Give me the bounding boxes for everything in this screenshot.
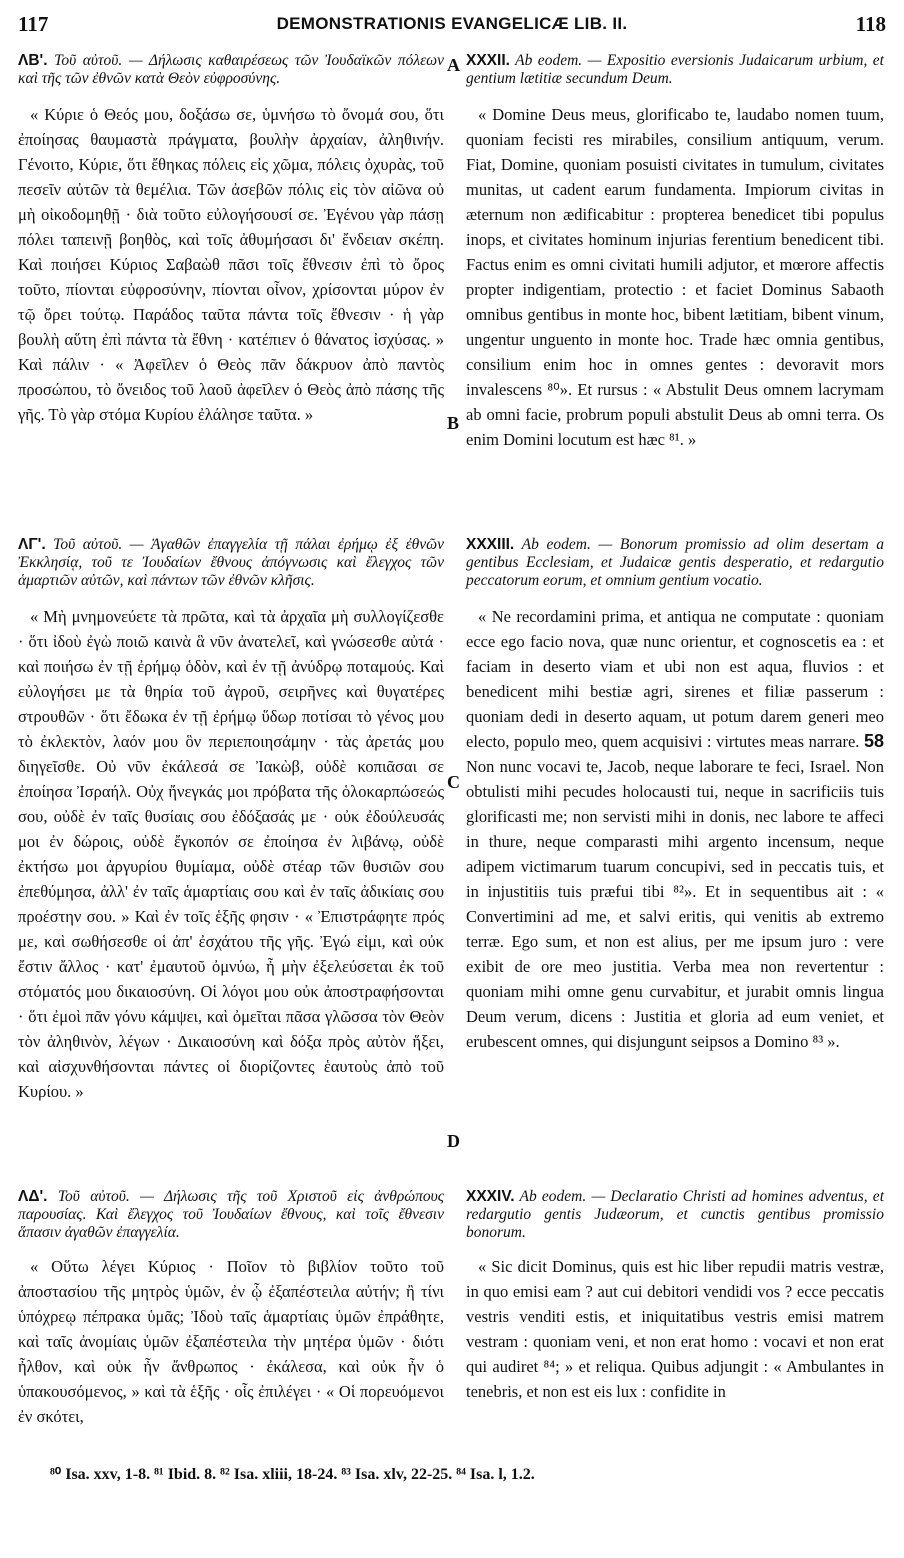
latin-chapter-heading xyxy=(466,536,884,590)
latin-chapter-heading xyxy=(466,1188,884,1242)
latin-chapter-33 xyxy=(466,536,884,1054)
latin-chapter-text: « Domine Deus meus, glorificabo te, laudabo nomen tuum, quoniam fecisti res mirabiles, consilium antiquum, verum. Fiat, Domine, quoniam posuisti civitates in tumulum, civitates munitas, ut cadent earum fundamenta. Impiorum civitas in æternum non ædificabitur : propterea benedicet tibi populus inops, et civitates hominum injurias ferentium benedicent tibi. Factus enim es omni civitati humili adjutor, et mœrore affectis propter indigentiam, protectio : et faciet Dominus Sabaoth omnibus gentibus in monte hoc, bibent lætitiam, bibent vinum, ungentur unguento in monte hoc. Trade hæc omnia gentibus, consilium enim hoc in omnes gentes : devoravit mors invalescens ⁸⁰». Et rursus : « Abstulit Deus omnem lacrymam ab omni facie, probrum populi abstulit Deus ab omni terra. Os enim Domini locutum est hæc ⁸¹. » xyxy=(466,105,884,449)
margin-letter-a: A xyxy=(447,55,460,75)
greek-column xyxy=(18,52,444,1460)
running-title: DEMONSTRATIONIS EVANGELICÆ LIB. II. xyxy=(276,14,628,33)
greek-chapter-number: ΛΔ'. xyxy=(18,1188,48,1205)
greek-chapter-32 xyxy=(18,52,444,427)
latin-chapter-number: XXXII. xyxy=(466,52,510,69)
greek-chapter-text: « Οὕτω λέγει Κύριος · Ποῖον τὸ βιβλίον τοῦτο τοῦ ἀποστασίου τῆς μητρὸς ὑμῶν, ἐν ᾧ ἐξαπέστειλα αὐτήν; ἢ τίνι ὑπόχρεῳ πέπρακα ὑμᾶς; Ἰδοὺ ταῖς ἁμαρτίαις ὑμῶν ἐπράθητε, καὶ ταῖς ἀνομίαις ὑμῶν ἐξαπέστειλα τὴν μητέρα ὑμῶν · διότι ἦλθον, καὶ οὐκ ἦν ἄνθρωπος · ἐκάλεσα, καὶ οὐκ ἦν ὁ ὑπακουσόμενος, » καὶ τὰ ἑξῆς · οἷς ἐπιλέγει · « Οἱ πορευόμενοι ἐν σκότει, xyxy=(18,1257,444,1426)
latin-chapter-text xyxy=(466,604,884,1054)
latin-chapter-34 xyxy=(466,1188,884,1404)
greek-chapter-text: « Μὴ μνημονεύετε τὰ πρῶτα, καὶ τὰ ἀρχαῖα μὴ συλλογίζεσθε · ὅτι ἰδοὺ ἐγὼ ποιῶ καινὰ ἃ νῦν ἀνατελεῖ, καὶ γνώσεσθε αὐτά · καὶ ποιήσω ἐν τῇ ἐρήμῳ ὁδὸν, καὶ ἐν τῇ ἀνύδρῳ ποταμούς. Καὶ εὐλογήσει με τὰ θηρία τοῦ ἀγροῦ, σειρῆνες καὶ θυγατέρες στρουθῶν · ὅτι ἔδωκα ἐν τῇ ἐρήμῳ ὕδωρ ποτίσαι τὸ γένος μου τὸ ἐκλεκτὸν, λαόν μου ὃν περιεποιησάμην · τὰς ἀρετάς μου διηγεῖσθε. Οὐ νῦν ἐκάλεσά σε Ἰακὼβ, οὐδὲ κοπιᾶσαι σε ἐποίησα Ἰσραήλ. Οὐχ ἤνεγκάς μοι πρόβατα τῆς ὁλοκαρπώσεώς σου, οὐδὲ ἐν ταῖς θυσίαις σου ἐδόξασάς με · οὐκ ἐδούλευσάς μοι ἐν δώροις, οὐδὲ ἔγκοπόν σε ἐποίησα ἐν λιβάνῳ, οὐδὲ ἐκτήσω μοι ἀργυρίου θυμίαμα, οὐδὲ στέαρ τῶν θυσιῶν σου ἐπεθύμησα, ἀλλ' ἐν ταῖς ἁμαρτίαις σου καὶ ἐν ταῖς ἀδικίαις σου προέστην σου. » Καὶ ἐν τοῖς ἑξῆς φησιν · « Ἐπιστράφητε πρός με, καὶ σωθήσεσθε οἱ ἀπ' ἐσχάτου τῆς γῆς. Ἐγώ εἰμι, καὶ οὐκ ἔστιν ἄλλος · κατ' ἐμαυτοῦ ὀμνύω, ἦ μὴν ἐξελεύσεται ἐκ τοῦ στόματός μου δικαιοσύνη. Οἱ λόγοι μου οὐκ ἀποστραφήσονται · ὅτι ἐμοὶ πᾶν γόνυ κάμψει, καὶ ὀμεῖται πᾶσα γλῶσσα τὸν Θεὸν τὸν ἀληθινὸν, λέγων · Δικαιοσύνη καὶ δόξα πρὸς αὐτὸν ἥξει, καὶ αἰσχυνθήσονται πάντες οἱ διορίζοντες ἑαυτοὺς ἀπὸ τοῦ Κυρίου. » xyxy=(18,607,444,1101)
latin-text-part-1: « Ne recordamini prima, et antiqua ne computate : quoniam ecce ego facio nova, quæ nunc orientur, et cognoscetis ea : et faciam in deserto viam et ubi non est aqua, fluvios : et benedicent mihi bestiæ agri, sirenes et filiæ passerum : quoniam dedi in deserto aquam, ut potum darem generi meo electo, populo meo, quem acquisivi : virtutes meas narrare. xyxy=(466,607,884,751)
page-number-right: 118 xyxy=(855,12,886,36)
greek-heading-text: Τοῦ αὐτοῦ. — Ἀγαθῶν ἐπαγγελία τῇ πάλαι ἐρήμῳ ἐξ ἐθνῶν Ἐκκλησίᾳ, τοῦ τε Ἰουδαίων ἔθνους ἀπόγνωσις καὶ ἔλεγχος τῶν ἁμαρτιῶν αὐτῶν, καὶ πάντων τῶν ἐθνῶν κλῆσις. xyxy=(18,536,445,589)
latin-chapter-32 xyxy=(466,52,884,452)
latin-chapter-heading xyxy=(466,52,884,88)
running-head xyxy=(18,12,886,42)
greek-chapter-number: ΛΓ'. xyxy=(18,536,46,553)
page-number-left: 117 xyxy=(18,12,49,36)
greek-heading-text: Τοῦ αὐτοῦ. — Δήλωσις καθαιρέσεως τῶν Ἰουδαϊκῶν πόλεων καὶ τῆς τῶν ἐθνῶν κατὰ Θεὸν εὐφροσύνης. xyxy=(18,52,445,87)
footnotes: ⁸⁰ Isa. xxv, 1-8. ⁸¹ Ibid. 8. ⁸² Isa. xliii, 18-24. ⁸³ Isa. xlv, 22-25. ⁸⁴ Isa. l, 1.2. xyxy=(50,1466,535,1483)
greek-heading-text: Τοῦ αὐτοῦ. — Δήλωσις τῆς τοῦ Χριστοῦ εἰς ἀνθρώπους παρουσίας. Καὶ ἔλεγχος τοῦ Ἰουδαίων ἔθνους, καὶ τοῖς ἔθνεσιν ἅπασιν ἀγαθῶν ἐπαγγελία. xyxy=(18,1188,445,1241)
greek-chapter-34 xyxy=(18,1188,444,1429)
greek-chapter-text: « Κύριε ὁ Θεός μου, δοξάσω σε, ὑμνήσω τὸ ὄνομά σου, ὅτι ἐποίησας θαυμαστὰ πράγματα, βουλὴν ἀρχαίαν, ἀληθινήν. Γένοιτο, Κύριε, ὅτι ἔθηκας πόλεις εἰς χῶμα, πόλεις ὀχυρὰς, τοῦ πεσεῖν αὐτῶν τὰ θεμέλια. Τῶν ἀσεβῶν πόλις εἰς τὸν αἰῶνα οὐ μὴ οἰκοδομηθῇ · διὰ τοῦτο εὐλογήσουσί σε. Ἐγένου γὰρ πάσῃ πόλει ταπεινῇ βοηθὸς, καὶ τοῖς ἀθυμήσασι δι' ἔνδειαν σκέπη. Καὶ ποιήσει Κύριος Σαβαὼθ πᾶσι τοῖς ἔθνεσιν ἐπὶ τὸ ὄρος τοῦτο, πίονται εὐφροσύνην, πίονται οἶνον, χρίσονται μύρον ἐν τῷ ὄρει τούτῳ. Παράδος ταῦτα πάντα τοῖς ἔθνεσιν · ἡ γὰρ βουλὴ αὕτη ἐπὶ πάντα τὰ ἔθνη · κατέπιεν ὁ θάνατος ἰσχύσας. » Καὶ πάλιν · « Ἀφεῖλεν ὁ Θεὸς πᾶν δάκρυον ἀπὸ παντὸς προσώπου, τὸ ὄνειδος τοῦ λαοῦ ἀφεῖλεν ὁ Θεὸς ἀπὸ πάσης τῆς γῆς. Τὸ γὰρ στόμα Κυρίου ἐλάλησε ταῦτα. » xyxy=(18,105,444,424)
greek-chapter-heading xyxy=(18,1188,444,1242)
latin-chapter-text: « Sic dicit Dominus, quis est hic liber repudii matris vestræ, in quo emisi eam ? aut cui debitori vendidi vos ? ecce peccatis vestris venditi estis, et iniquitatibus vestris emisi matrem vestram : quoniam veni, et non erat homo : vocavi et non erat qui audiret ⁸⁴; » et reliqua. Quibus adjungit : « Ambulantes in tenebris, et non est eis lux : confidite in xyxy=(466,1257,884,1401)
latin-heading-text: Ab eodem. — Bonorum promissio ad olim desertam a gentibus Ecclesiam, et Judaicæ gentis desperatio, et redargutio peccatorum eorum, et omnium gentium vocatio. xyxy=(466,536,884,589)
migne-column-number: 58 xyxy=(863,731,884,751)
latin-chapter-number: XXXIII. xyxy=(466,536,515,553)
greek-chapter-heading xyxy=(18,52,444,88)
margin-letter-b: B xyxy=(447,413,460,433)
greek-chapter-heading xyxy=(18,536,444,590)
greek-chapter-33 xyxy=(18,536,444,1104)
margin-letter-c: C xyxy=(447,772,460,792)
latin-text-part-2: Non nunc vocavi te, Jacob, neque laborare te feci, Israel. Non obtulisti mihi pecudes holocausti tui, neque in sacrificiis tuis glorificasti me; non servisti mihi in donis, nec labore te affeci in thure, neque comparasti mihi argento incensum, neque adipem victimarum tuarum concupivi, sed in peccatis tuis, et in injustitiis tuis præfui tibi ⁸²». Et in sequentibus ait : « Convertimini ad me, et salvi eritis, qui venitis ab extremo terræ. Ego sum, et non est alius, per me ipsum juro : vere exibit de ore meo justitia. Verba mea non revertentur : quoniam mihi omne genu curvabitur, et jurabit omnis lingua Deum verum, dicens : Justitia et gloria ad eum veniet, et erubescent omnes, qui disjungunt seipsos a Domino ⁸³ ». xyxy=(466,757,884,1051)
latin-heading-text: Ab eodem. — Declaratio Christi ad homines adventus, et redargutio gentis Judæorum, et cunctis gentibus promissio bonorum. xyxy=(466,1188,884,1241)
greek-chapter-number: ΛΒ'. xyxy=(18,52,48,69)
latin-chapter-number: XXXIV. xyxy=(466,1188,515,1205)
latin-heading-text: Ab eodem. — Expositio eversionis Judaicarum urbium, et gentium lætitiæ secundum Deum. xyxy=(466,52,884,87)
latin-column xyxy=(466,52,884,1460)
margin-letter-d: D xyxy=(447,1131,460,1151)
